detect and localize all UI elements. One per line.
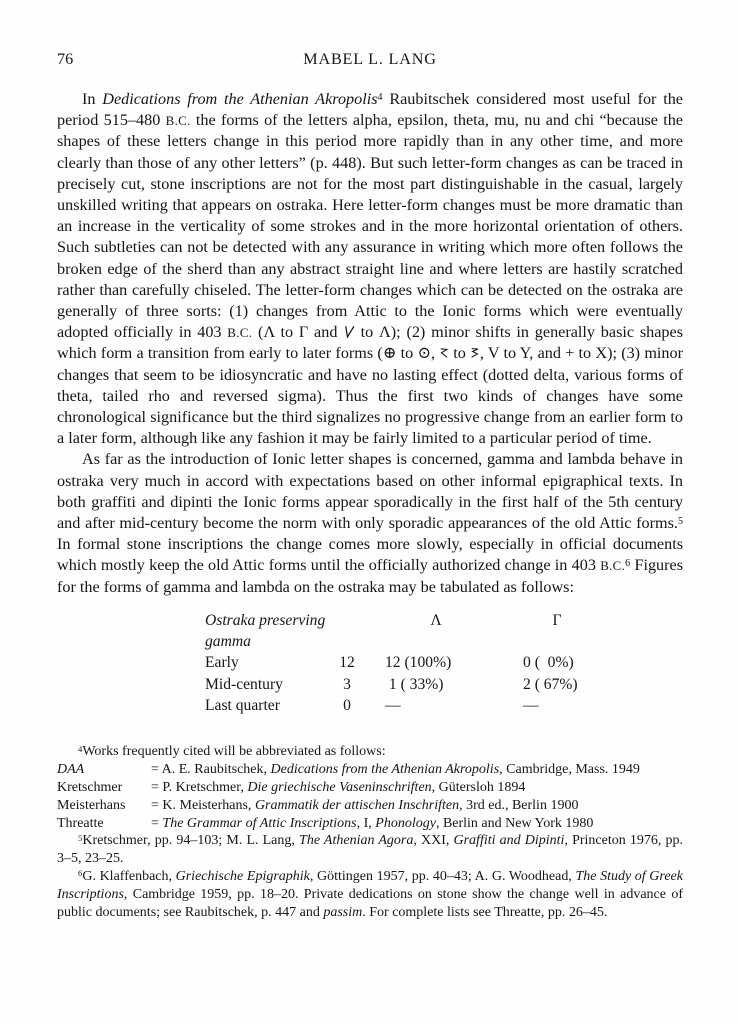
body-text: [57, 89, 683, 598]
abbreviation-row: [57, 797, 683, 815]
table-header-gamma: Γ: [552, 611, 562, 629]
text-run: = K. Meisterhans,: [151, 797, 255, 813]
text-run: . For complete lists see Threatte, pp. 26–45.: [362, 904, 608, 920]
table-row-label: Mid-century: [205, 675, 283, 693]
table-row-count: 0: [343, 697, 351, 715]
italic-run: passim: [323, 904, 363, 920]
text-run: =: [151, 815, 163, 831]
italic-run: The Study of Greek Inscriptions: [57, 868, 683, 902]
text-run: Kretschmer, pp. 94–103; M. L. Lang,: [82, 833, 300, 849]
running-header-author: MABEL L. LANG: [303, 50, 437, 68]
text-run: , V to Y, and + to X); (3) minor changes that seem to be idiosyncratic and have no lasting effect (dotted delta, various forms of theta, tailed rho and reversed sigma). Thus the first two kinds of changes have some chronological significance but the third signalizes no progressive change from an earlier form to a later form, although like any fashion it may be fairly limited to a particular period of time.: [57, 344, 683, 448]
italic-run: Grammatik der attischen Inschriften: [254, 797, 460, 813]
table-row-gamma: —: [523, 697, 539, 715]
paragraph-2: [57, 449, 683, 597]
text-run: (Λ to Γ and: [252, 323, 344, 342]
table-row-count: 12: [339, 654, 355, 672]
table-row-lambda: 12 (100%): [385, 654, 452, 672]
text-run: to Λ); (2) minor shifts in generally basic shapes which form a transition from early to later forms (⊕ to ⊙,: [57, 323, 683, 363]
footnotes-block: [57, 743, 683, 921]
abbreviation-definition: [151, 779, 683, 797]
text-run: , XXI,: [413, 833, 454, 849]
text-run: B.C.: [165, 113, 191, 129]
table-row-label: Early: [205, 654, 239, 672]
footnote-marker: 6: [625, 558, 631, 570]
italic-run: The Grammar of Attic Inscriptions: [162, 815, 357, 831]
footnote-marker: 5: [677, 515, 683, 527]
gamma-forms-table: [205, 610, 683, 716]
text-run: , 3rd ed., Berlin 1900: [459, 797, 579, 813]
text-column: [57, 50, 683, 921]
footnote-6: [57, 868, 683, 921]
table-row-gamma: 0 ( 0%): [523, 654, 574, 672]
text-run: , Cambridge, Mass. 1949: [499, 762, 640, 778]
text-run: = P. Kretschmer,: [151, 779, 248, 795]
text-run: to: [449, 344, 471, 363]
italic-run: Graffiti and Dipinti: [453, 833, 565, 849]
table-row-gamma: 2 ( 67%): [523, 675, 578, 693]
text-run: In formal stone inscriptions the change comes more slowly, especially in official documents which mostly keep the old Attic forms until the officially authorized change in 403: [57, 535, 683, 575]
text-run: = A. E. Raubitschek,: [151, 762, 271, 778]
italic-run: The Athenian Agora: [299, 833, 414, 849]
text-run: B.C.: [600, 558, 626, 574]
table-row-lambda: —: [385, 697, 401, 715]
text-run: , Göttingen 1957, pp. 40–43; A. G. Woodhead,: [309, 868, 576, 884]
attic-lambda-glyph: [343, 326, 355, 338]
footnote-marker: 5: [78, 832, 83, 843]
four-bar-sigma-glyph: [470, 347, 480, 359]
table-row-label: Last quarter: [205, 697, 280, 715]
text-run: , Gütersloh 1894: [431, 779, 526, 795]
footnote-marker: 6: [78, 868, 83, 879]
italic-run: Griechische Epigraphik: [175, 868, 310, 884]
italic-run: Dedications from the Athenian Akropolis: [102, 90, 378, 108]
abbreviation-definition: [151, 815, 683, 833]
text-run: , Berlin and New York 1980: [435, 815, 594, 831]
footnote-5: [57, 832, 683, 868]
text-run: G. Klaffenbach,: [82, 868, 176, 884]
text-run: , Cambridge 1959, pp. 18–20. Private dedications on stone show the change well in advance of public documents; see Raubitschek, p. 447 and: [57, 886, 683, 920]
three-bar-sigma-glyph: [439, 347, 449, 359]
text-run: Figures for the forms of gamma and lambda on the ostraka may be tabulated as follows:: [57, 556, 684, 596]
abbreviation-term: Meisterhans: [57, 797, 126, 813]
footnote-marker: 4: [377, 91, 383, 103]
table-row-lambda: 1 ( 33%): [385, 675, 444, 693]
text-run: the forms of the letters alpha, epsilon, theta, mu, nu and chi “because the shapes of these letters change in this period more rapidly than in any other time, and more clearly than those of any other letters” (p. 448). But such letter-form changes as can be traced in precisely cut, stone inscriptions are not for the most part distinguishable in the casual, largely unskilled writing that appears on ostraka. Here letter-form changes must be more dramatic than an increase in the verticality of some strokes and in the more horizontal orientation of others. Such subtleties can not be detected with any assurance in writing which more often follows the broken edge of the sherd than any abstract straight line and where letters are hastily scratched rather than carefully chiseled. The letter-form changes which can be detected on the ostraka are generally of three sorts: (1) changes from Attic to the Ionic forms which were eventually adopted officially in 403: [57, 111, 683, 342]
table-row-count: 3: [343, 675, 351, 693]
abbreviation-row: [57, 815, 683, 833]
italic-run: Dedications from the Athenian Akropolis: [270, 762, 500, 778]
page-number: 76: [57, 50, 74, 68]
abbreviation-row: [57, 779, 683, 797]
abbreviation-list: [57, 761, 683, 832]
text-run: , Princeton 1976, pp. 3–5, 23–25.: [57, 833, 684, 867]
paragraph-1: [57, 89, 683, 449]
abbreviation-row: [57, 761, 683, 779]
text-run: Raubitschek considered most useful for the period 515–480: [57, 90, 683, 130]
italic-run: Phonology: [375, 815, 436, 831]
running-header: [57, 50, 683, 70]
table-header-lambda: Λ: [430, 611, 442, 629]
footnote-4: [57, 743, 683, 761]
text-run: In: [82, 90, 103, 108]
text-run: B.C.: [227, 325, 253, 341]
text-run: As far as the introduction of Ionic letter shapes is concerned, gamma and lambda behave in ostraka very much in accord with expectations based on other informal epigraphical texts. In both graffiti and dipinti the Ionic forms appear sporadically in the first half of the 5th century and after mid-century become the norm with only sporadic appearances of the old Attic forms.: [57, 450, 683, 533]
table-header-label: Ostraka preserving gamma: [205, 611, 326, 651]
abbreviation-definition: [151, 761, 683, 779]
italic-run: Die griechische Vaseninschriften: [247, 779, 432, 795]
footnote-marker: 4: [78, 743, 83, 754]
text-run: Works frequently cited will be abbreviated as follows:: [82, 744, 386, 760]
abbreviation-definition: [151, 797, 683, 815]
abbreviation-term: Threatte: [57, 815, 104, 831]
abbreviation-term: Kretschmer: [57, 779, 123, 795]
abbreviation-term: DAA: [57, 762, 85, 778]
text-run: , I,: [356, 815, 376, 831]
